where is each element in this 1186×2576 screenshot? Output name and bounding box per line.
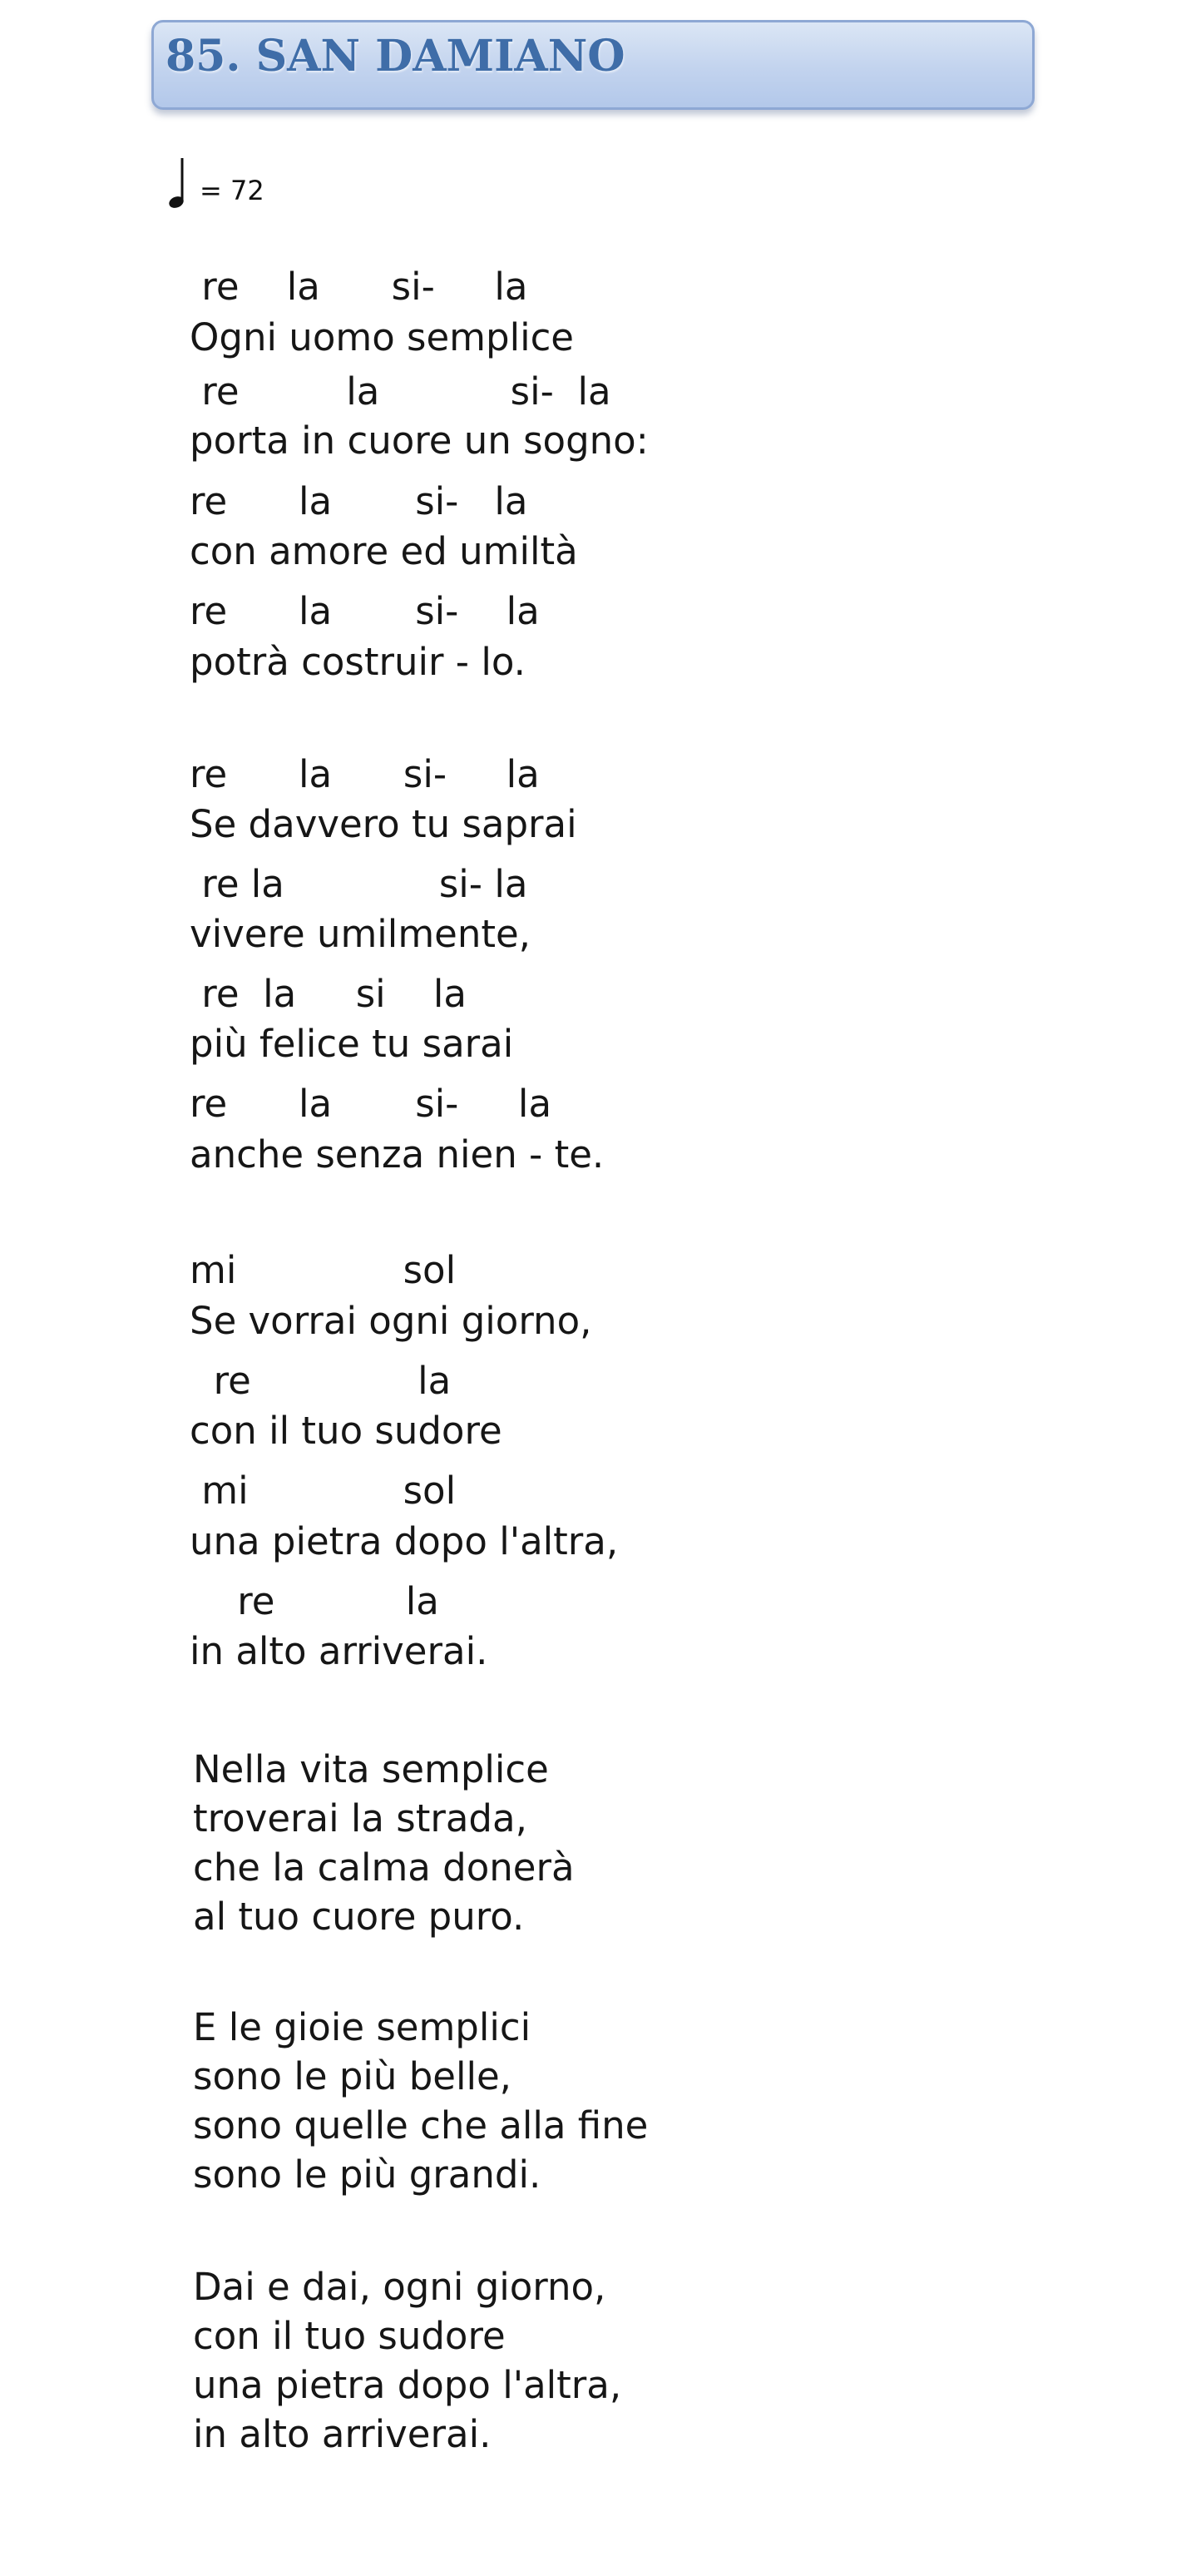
lyric-line: potrà costruir - lo.	[190, 640, 526, 684]
chord-line: re la si- la	[190, 265, 528, 309]
lyric-line: sono le più grandi.	[193, 2152, 541, 2197]
lyric-line: con il tuo sudore	[190, 1409, 502, 1453]
chord-line: re la	[190, 1359, 452, 1403]
chord-line: mi sol	[190, 1248, 457, 1292]
lyric-line: vivere umilmente,	[190, 912, 531, 956]
lyric-line: sono le più belle,	[193, 2054, 511, 2098]
tempo-value: = 72	[200, 175, 264, 206]
lyric-line: porta in cuore un sogno:	[190, 419, 649, 463]
chord-line: mi sol	[190, 1469, 457, 1513]
lyric-line: Ogni uomo semplice	[190, 315, 574, 359]
lyric-line: in alto arriverai.	[193, 2412, 492, 2456]
lyric-line: al tuo cuore puro.	[193, 1895, 525, 1939]
lyric-line: con amore ed umiltà	[190, 529, 578, 573]
lyric-line: Se vorrai ogni giorno,	[190, 1299, 592, 1343]
lyric-line: sono quelle che alla fine	[193, 2103, 649, 2147]
chord-line: re la si- la	[190, 752, 540, 796]
lyric-line: Se davvero tu saprai	[190, 802, 577, 846]
lyric-line: in alto arriverai.	[190, 1629, 488, 1673]
lyric-line: più felice tu sarai	[190, 1022, 514, 1066]
chord-line: re la si- la	[190, 1082, 552, 1126]
chord-line: re la si- la	[190, 862, 528, 906]
title-banner	[151, 20, 1035, 110]
lyric-line: Nella vita semplice	[193, 1747, 549, 1791]
chord-line: re la si la	[190, 972, 467, 1016]
lyric-line: E le gioie semplici	[193, 2005, 531, 2049]
lyric-line: che la calma donerà	[193, 1845, 575, 1890]
chord-line: re la si- la	[190, 479, 528, 523]
lyric-line: anche senza nien - te.	[190, 1132, 605, 1177]
lyric-line: troverai la strada,	[193, 1796, 527, 1840]
lyric-line: una pietra dopo l'altra,	[190, 1519, 619, 1563]
quarter-note-icon	[166, 156, 196, 213]
chord-line: re la si- la	[190, 369, 611, 414]
song-title: 85. SAN DAMIANO	[166, 31, 625, 82]
lyric-line: con il tuo sudore	[193, 2314, 506, 2358]
lyric-line: Dai e dai, ogni giorno,	[193, 2265, 606, 2309]
lyric-line: una pietra dopo l'altra,	[193, 2363, 622, 2407]
chord-line: re la	[190, 1579, 439, 1623]
chord-line: re la si- la	[190, 589, 540, 633]
